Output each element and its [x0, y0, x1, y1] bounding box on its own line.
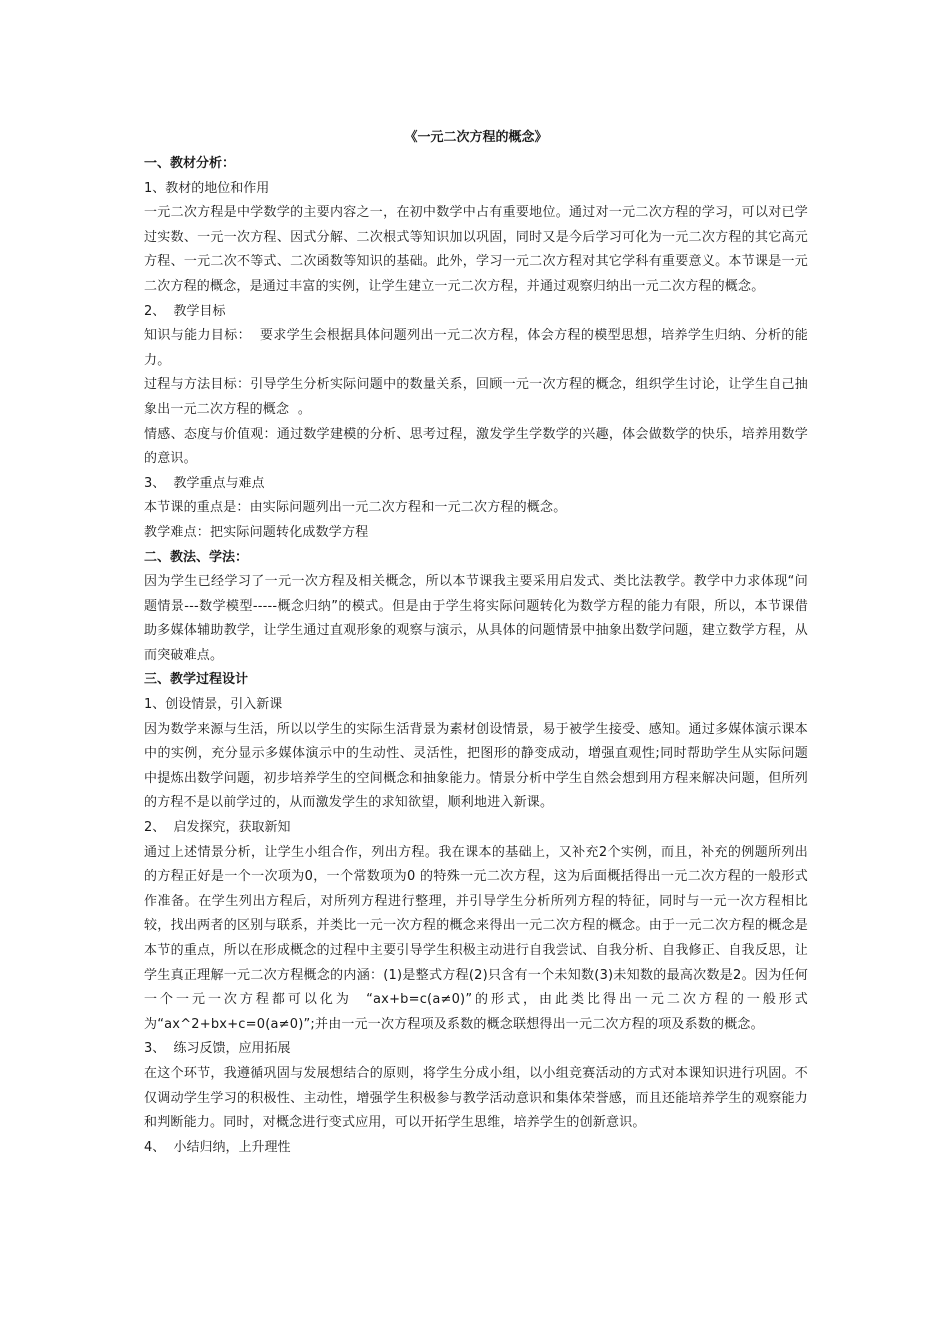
section-1-paragraph-5: 本节课的重点是：由实际问题列出一元二次方程和一元二次方程的概念。 — [144, 500, 567, 516]
section-1-subheading-2: 2、 教学目标 — [144, 303, 226, 319]
section-1-paragraph-1: 一元二次方程是中学数学的主要内容之一，在初中数学中占有重要地位。通过对一元二次方程的学习，可以对已学过实数、一元一次方程、因式分解、二次根式等知识加以巩固，同时又是今后学习可化为一元二次方程的其它高元方程、一元二次不等式、二次函数等知识的基础。此外，学习一元二次方程对其它学科有重要意义。本节课是一元二次方程的概念，是通过丰富的实例，让学生建立一元二次方程，并通过观察归纳出一元二次方程的概念。 — [144, 205, 808, 294]
section-3-subheading-1: 1、创设情景，引入新课 — [144, 697, 283, 713]
document-title: 《一元二次方程的概念》 — [404, 130, 548, 145]
section-1-paragraph-3: 过程与方法目标：引导学生分析实际问题中的数量关系，回顾一元一次方程的概念，组织学生讨论，让学生自己抽象出一元二次方程的概念 。 — [144, 377, 808, 417]
section-3-subheading-3: 3、 练习反馈，应用拓展 — [144, 1041, 291, 1057]
section-3-paragraph-1: 因为数学来源与生活，所以以学生的实际生活背景为素材创设情景，易于被学生接受、感知。通过多媒体演示课本中的实例，充分显示多媒体演示中的生动性、灵活性，把图形的静变成动，增强直观性;同时帮助学生从实际问题中提炼出数学问题，初步培养学生的空间概念和抽象能力。情景分析中学生自然会想到用方程来解决问题，但所列的方程不是以前学过的，从而激发学生的求知欲望，顺利地进入新课。 — [144, 721, 808, 811]
section-3-paragraph-2: 通过上述情景分析，让学生小组合作，列出方程。我在课本的基础上，又补充2个实例，而且，补充的例题所列出的方程正好是一个一次项为0，一个常数项为0 的特殊一元二次方程，这为后面概括得出一元二次方程的一般形式作准备。在学生列出方程后，对所列方程进行整理，并引导学生分析所列方程的特征，同时与一元一次方程相比较，找出两者的区别与联系，并类比一元一次方程的概念来得出一元二次方程的概念。由于一元二次方程的概念是本节的重点，所以在形成概念的过程中主要引导学生积极主动进行自我尝试、自我分析、自我修正、自我反思，让学生真正理解一元二次方程概念的内涵：(1)是整式方程(2)只含有一个未知数(3)未知数的最高次数是2。因为任何一个一元一次方程都可以化为 “ax+b=c(a≠0)”的形式，由此类比得出一元二次方程的一般形式为“ax^2+bx+c=0(a≠0)”;并由一元一次方程项及系数的概念联想得出一元二次方程的项及系数的概念。 — [144, 844, 808, 1032]
section-3-subheading-4: 4、 小结归纳，上升理性 — [144, 1139, 291, 1155]
section-1-paragraph-6: 教学难点：把实际问题转化成数学方程 — [144, 524, 369, 540]
section-1-paragraph-4: 情感、态度与价值观：通过数学建模的分析、思考过程，激发学生学数学的兴趣，体会做数学的快乐，培养用数学的意识。 — [144, 426, 808, 467]
section-3-paragraph-3: 在这个环节，我遵循巩固与发展想结合的原则，将学生分成小组，以小组竞赛活动的方式对本课知识进行巩固。不仅调动学生学习的积极性、主动性，增强学生积极参与教学活动意识和集体荣誉感，而且还能培养学生的观察能力和判断能力。同时，对概念进行变式应用，可以开拓学生思维，培养学生的创新意识。 — [144, 1065, 808, 1131]
section-2-paragraph-1: 因为学生已经学习了一元一次方程及相关概念，所以本节课我主要采用启发式、类比法教学。教学中力求体现“问题情景---数学模型-----概念归纳”的模式。但是由于学生将实际问题转化为数学方程的能力有限，所以，本节课借助多媒体辅助教学，让学生通过直观形象的观察与演示，从具体的问题情景中抽象出数学问题，建立数学方程，从而突破难点。 — [144, 574, 808, 663]
section-3-heading: 三、教学过程设计 — [144, 672, 249, 688]
section-1-subheading-3: 3、 教学重点与难点 — [144, 475, 265, 491]
section-2-heading: 二、教法、学法： — [144, 549, 249, 565]
document-page — [144, 128, 808, 1160]
section-1-heading: 一、教材分析： — [144, 156, 236, 171]
section-3-subheading-2: 2、 启发探究，获取新知 — [144, 820, 291, 836]
section-1-subheading-1: 1、教材的地位和作用 — [144, 180, 270, 196]
section-1-paragraph-2: 知识与能力目标： 要求学生会根据具体问题列出一元二次方程，体会方程的模型思想，培养学生归纳、分析的能力。 — [144, 328, 808, 368]
